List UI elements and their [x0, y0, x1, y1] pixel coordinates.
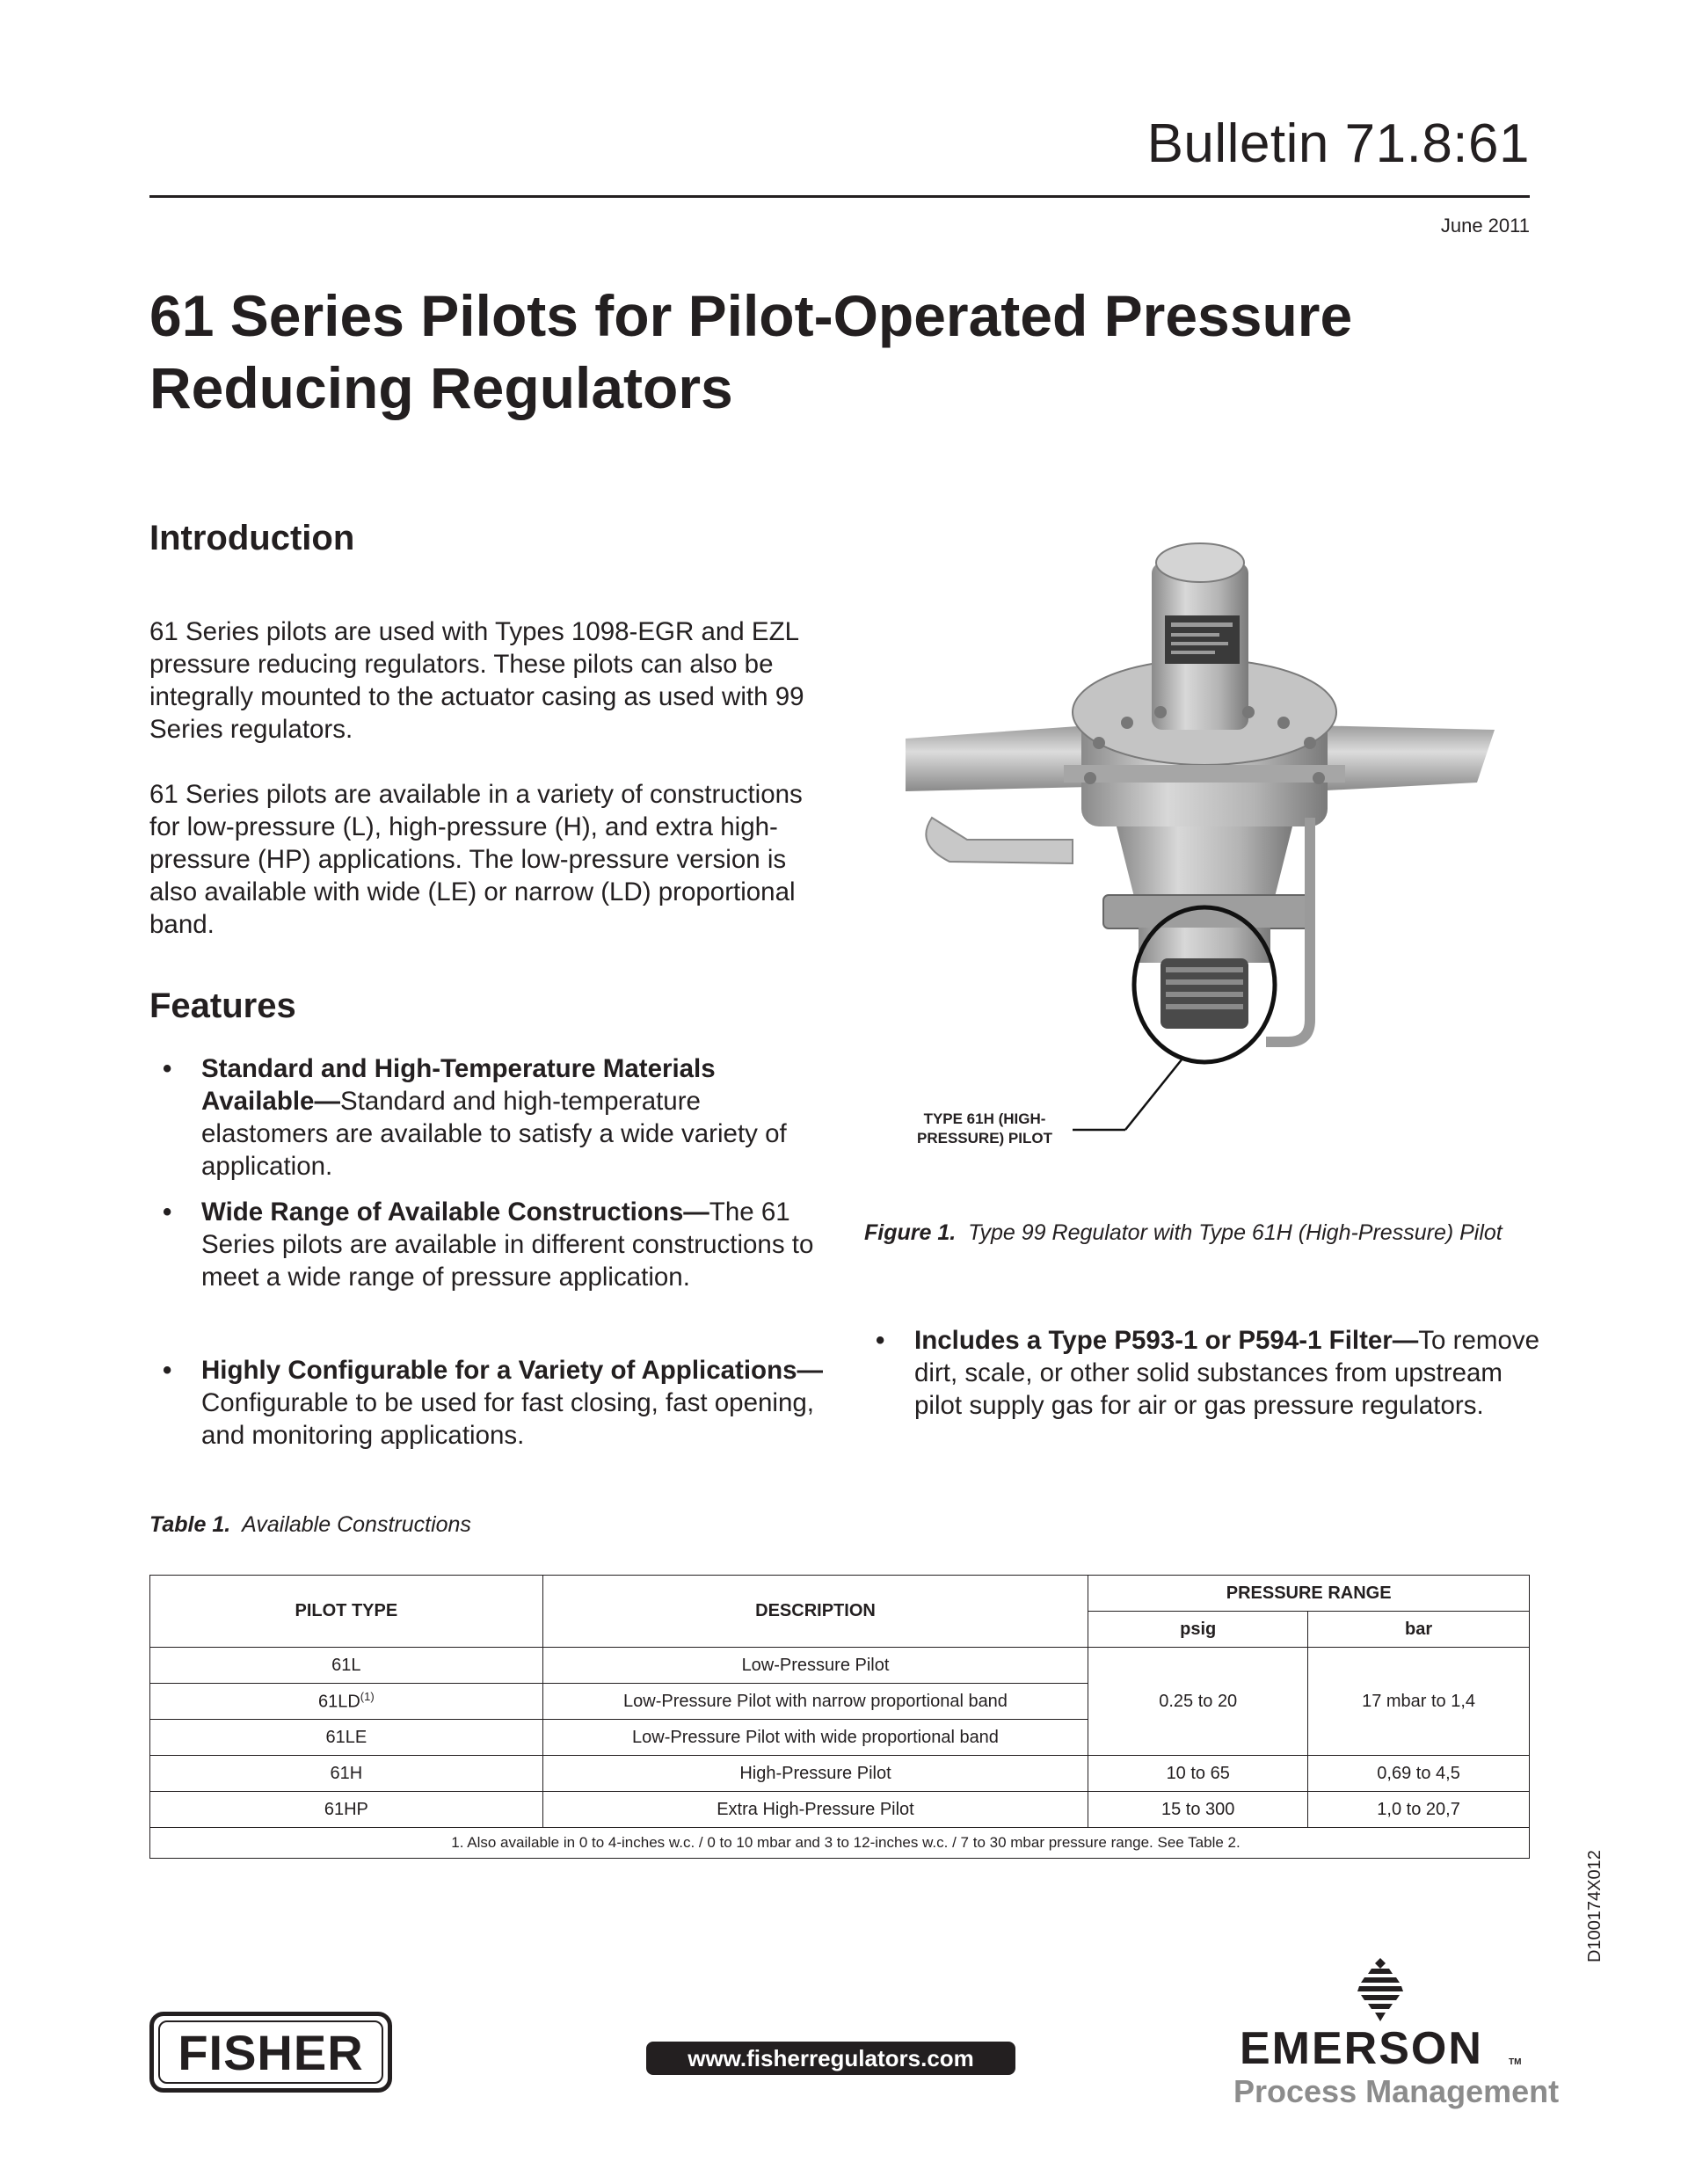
features-heading: Features [149, 986, 296, 1025]
bar-cell: 1,0 to 20,7 [1308, 1792, 1530, 1828]
feature-text: To remove dirt, scale, or other solid substances from upstream pilot supply gas for air or gas pressure regulators. [914, 1326, 1540, 1420]
page-title: 61 Series Pilots for Pilot-Operated Pressure Reducing Regulators [149, 283, 1353, 420]
figure-caption [864, 1220, 1502, 1246]
feature-title: Standard and High-Temperature Materials Available— [201, 1054, 716, 1116]
feature-item [163, 1196, 831, 1293]
table-footnote: 1. Also available in 0 to 4-inches w.c. / 0 to 10 mbar and 3 to 12-inches w.c. / 7 to 30 mbar pressure range. See Table 2. [150, 1828, 1530, 1859]
intro-paragraph-2: 61 Series pilots are available in a variety of constructions for low-pressure (L), high-pressure (H), and extra high-pressure (HP) applications. The low-pressure version is also available with wide (LE) or narrow (LD) proportional band. [149, 780, 803, 939]
feature-text: The 61 Series pilots are available in different constructions to meet a wide range of pressure application. [201, 1198, 814, 1292]
table-label: Table 1. [149, 1512, 231, 1537]
bullet-icon: • [163, 1356, 172, 1385]
trademark: TM [1509, 2057, 1522, 2067]
pilot-type-cell: 61HP [150, 1792, 543, 1828]
header-psig: psig [1088, 1612, 1308, 1648]
pilot-type-cell: 61H [150, 1756, 543, 1792]
intro-paragraph-1: 61 Series pilots are used with Types 1098-EGR and EZL pressure reducing regulators. These pilots can also be integrally mounted to the actuator casing as used with 99 Series regulators. [149, 617, 804, 744]
fisher-logo-text: FISHER [178, 2024, 364, 2080]
bar-cell: 0,69 to 4,5 [1308, 1756, 1530, 1792]
description-cell: Extra High-Pressure Pilot [542, 1792, 1088, 1828]
feature-text: Configurable to be used for fast closing, fast opening, and monitoring applications. [201, 1388, 814, 1450]
table-row [150, 1648, 1530, 1684]
feature-item [163, 1052, 831, 1183]
psig-cell: 0.25 to 20 [1088, 1648, 1308, 1756]
bar-cell: 17 mbar to 1,4 [1308, 1648, 1530, 1756]
psig-cell: 10 to 65 [1088, 1756, 1308, 1792]
constructions-table [149, 1575, 1530, 1859]
bulletin-date: June 2011 [1440, 215, 1530, 237]
table-caption-text: Available Constructions [242, 1512, 471, 1537]
introduction-heading: Introduction [149, 519, 355, 557]
description-cell: Low-Pressure Pilot with wide proportional band [542, 1720, 1088, 1756]
process-management-text: Process Management [1233, 2073, 1560, 2109]
table-row [150, 1756, 1530, 1792]
figure-caption-text: Type 99 Regulator with Type 61H (High-Pressure) Pilot [968, 1220, 1502, 1245]
document-code: D100174X012 [1585, 1850, 1604, 1962]
feature-title: Wide Range of Available Constructions— [201, 1198, 709, 1227]
footnote-ref: (1) [360, 1690, 375, 1704]
header-rule [149, 195, 1530, 198]
figure-callout: TYPE 61H (HIGH-PRESSURE) PILOT [917, 1110, 1052, 1147]
pilot-type-cell: 61LD$^{(1)}$ [150, 1684, 543, 1720]
regulator-photo [897, 528, 1512, 1143]
pilot-type-cell: 61L [150, 1648, 543, 1684]
bullet-icon: • [163, 1198, 172, 1227]
table-caption [149, 1512, 471, 1538]
feature-item [876, 1324, 1544, 1422]
description-cell: High-Pressure Pilot [542, 1756, 1088, 1792]
header-bar: bar [1308, 1612, 1530, 1648]
description-cell: Low-Pressure Pilot [542, 1648, 1088, 1684]
feature-item [163, 1354, 831, 1452]
fisher-logo [149, 2012, 392, 2093]
header-pressure-range: PRESSURE RANGE [1088, 1576, 1530, 1612]
emerson-logo-text: EMERSON [1240, 2023, 1483, 2074]
pilot-type-cell: 61LE [150, 1720, 543, 1756]
header-pilot-type: PILOT TYPE [150, 1576, 543, 1648]
feature-title: Includes a Type P593-1 or P594-1 Filter— [914, 1326, 1419, 1355]
feature-title: Highly Configurable for a Variety of Applications— [201, 1356, 823, 1385]
table-row [150, 1792, 1530, 1828]
figure-label: Figure 1. [864, 1220, 957, 1245]
header-description: DESCRIPTION [542, 1576, 1088, 1648]
website-link[interactable]: www.fisherregulators.com [646, 2042, 1015, 2075]
bullet-icon: • [163, 1054, 172, 1083]
feature-text: Standard and high-temperature elastomers are available to satisfy a wide variety of application. [201, 1087, 787, 1181]
emerson-logo-icon [1345, 1956, 1415, 2027]
psig-cell: 15 to 300 [1088, 1792, 1308, 1828]
bullet-icon: • [876, 1326, 885, 1355]
bulletin-number: Bulletin 71.8:61 [1146, 113, 1530, 174]
description-cell: Low-Pressure Pilot with narrow proportional band [542, 1684, 1088, 1720]
